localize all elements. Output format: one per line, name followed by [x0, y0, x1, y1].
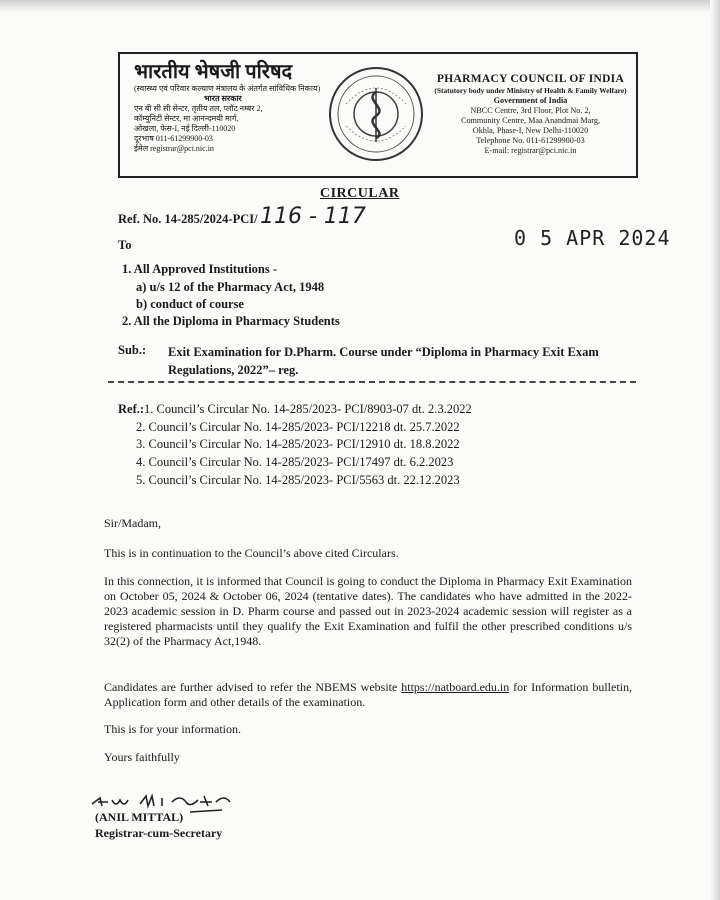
- letterhead: [118, 52, 638, 178]
- paragraph-3-text-end: for Information bulletin, Application form and other details of the examination.: [104, 680, 632, 709]
- page-right-shadow: [710, 0, 720, 900]
- hindi-line: एन बी सी सी सेन्टर, तृतीय तल, प्लॉट नम्बर 2,: [134, 104, 263, 113]
- english-subtitle: (Statutory body under Ministry of Health & Family Welfare): [434, 86, 627, 95]
- paragraph-3-text: Candidates are further advised to refer the NBEMS website: [104, 680, 402, 694]
- hindi-line: कॉम्युनिटी सेन्टर, मा आनन्दमयी मार्ग,: [134, 114, 239, 123]
- reference-item: 5. Council’s Circular No. 14-285/2023- PCI/5563 dt. 22.12.2023: [136, 473, 460, 487]
- reference-number: Ref. No. 14-285/2024-PCI/: [118, 212, 258, 226]
- paragraph-3: [104, 680, 632, 710]
- reference-item: 4. Council’s Circular No. 14-285/2023- PCI/17497 dt. 6.2.2023: [136, 455, 454, 469]
- to-label: To: [118, 238, 132, 252]
- english-government: Government of India: [493, 96, 568, 105]
- english-address-line: Telephone No. 011-61299900-03: [476, 136, 585, 145]
- addressee-item: 2. All the Diploma in Pharmacy Students: [122, 314, 340, 328]
- hindi-line: भारत सरकार: [204, 94, 242, 103]
- addressee-item: 1. All Approved Institutions -: [122, 262, 278, 276]
- letterhead-hindi-block: [134, 60, 324, 154]
- english-address-line: E-mail: registrar@pci.nic.in: [484, 146, 577, 155]
- subject-label: Sub.:: [118, 343, 147, 357]
- hindi-line: (स्वास्थ्य एवं परिवार कल्याण मंत्रालय के अंतर्गत सांविधिक निकाय): [134, 84, 321, 93]
- handwritten-reference: 116 - 117: [260, 204, 366, 229]
- english-title: PHARMACY COUNCIL OF INDIA: [436, 73, 625, 85]
- hindi-title: भारतीय भेषजी परिषद: [134, 61, 293, 83]
- hindi-line: ईमेल registrar@pci.nic.in: [134, 144, 214, 153]
- signatory-name: (ANIL MITTAL): [95, 810, 184, 824]
- paragraph-4: This is for your information.: [104, 722, 241, 736]
- paragraph-1: This is in continuation to the Council’s above cited Circulars.: [104, 546, 399, 560]
- salutation: Sir/Madam,: [104, 516, 161, 530]
- circular-heading: CIRCULAR: [320, 186, 400, 201]
- paragraph-2: In this connection, it is informed that Council is going to conduct the Diploma in Pharmacy Exit Examination on October 05, 2024 & October 06, 2024 (tentative dates). The candidates who have admitted in the 2022-2023 academic session in D. Pharm course and passed out in 2023-2024 academic session will register as a registered pharmacists until they qualify the Exit Examination and fulfil the other prescribed conditions u/s 32(2) of the Pharmacy Act,1948.: [104, 574, 632, 648]
- nbems-website-link[interactable]: https://natboard.edu.in: [401, 680, 510, 694]
- hindi-line: दूरभाष 011-61299900-03: [134, 134, 213, 143]
- pci-seal-emblem: [326, 64, 426, 164]
- signatory-title: Registrar-cum-Secretary: [95, 826, 223, 840]
- reference-item: 3. Council’s Circular No. 14-285/2023- PCI/12910 dt. 18.8.2022: [136, 437, 460, 451]
- hindi-line: ओखला, फेस-I, नई दिल्ली-110020: [134, 124, 236, 133]
- reference-item: 1. Council’s Circular No. 14-285/2023- PCI/8903-07 dt. 2.3.2022: [144, 402, 472, 416]
- subject-text: Exit Examination for D.Pharm. Course under “Diploma in Pharmacy Exit Exam Regulations, 2022”– reg.: [168, 345, 599, 377]
- english-address-line: NBCC Centre, 3rd Floor, Plot No. 2,: [470, 106, 591, 115]
- dashed-divider: [108, 381, 636, 383]
- addressee-item: b) conduct of course: [136, 297, 244, 311]
- english-address-line: Community Centre, Maa Anandmai Marg,: [460, 116, 600, 125]
- english-address-line: Okhla, Phase-I, New Delhi-110020: [472, 126, 589, 135]
- reference-item: 2. Council’s Circular No. 14-285/2023- PCI/12218 dt. 25.7.2022: [136, 420, 460, 434]
- references-label: Ref.:: [118, 402, 145, 416]
- closing: Yours faithfully: [104, 750, 180, 764]
- page-top-shadow: [0, 0, 720, 12]
- addressee-item: a) u/s 12 of the Pharmacy Act, 1948: [136, 280, 325, 294]
- date-stamp: 0 5 APR 2024: [514, 226, 671, 250]
- letterhead-english-block: [428, 72, 633, 156]
